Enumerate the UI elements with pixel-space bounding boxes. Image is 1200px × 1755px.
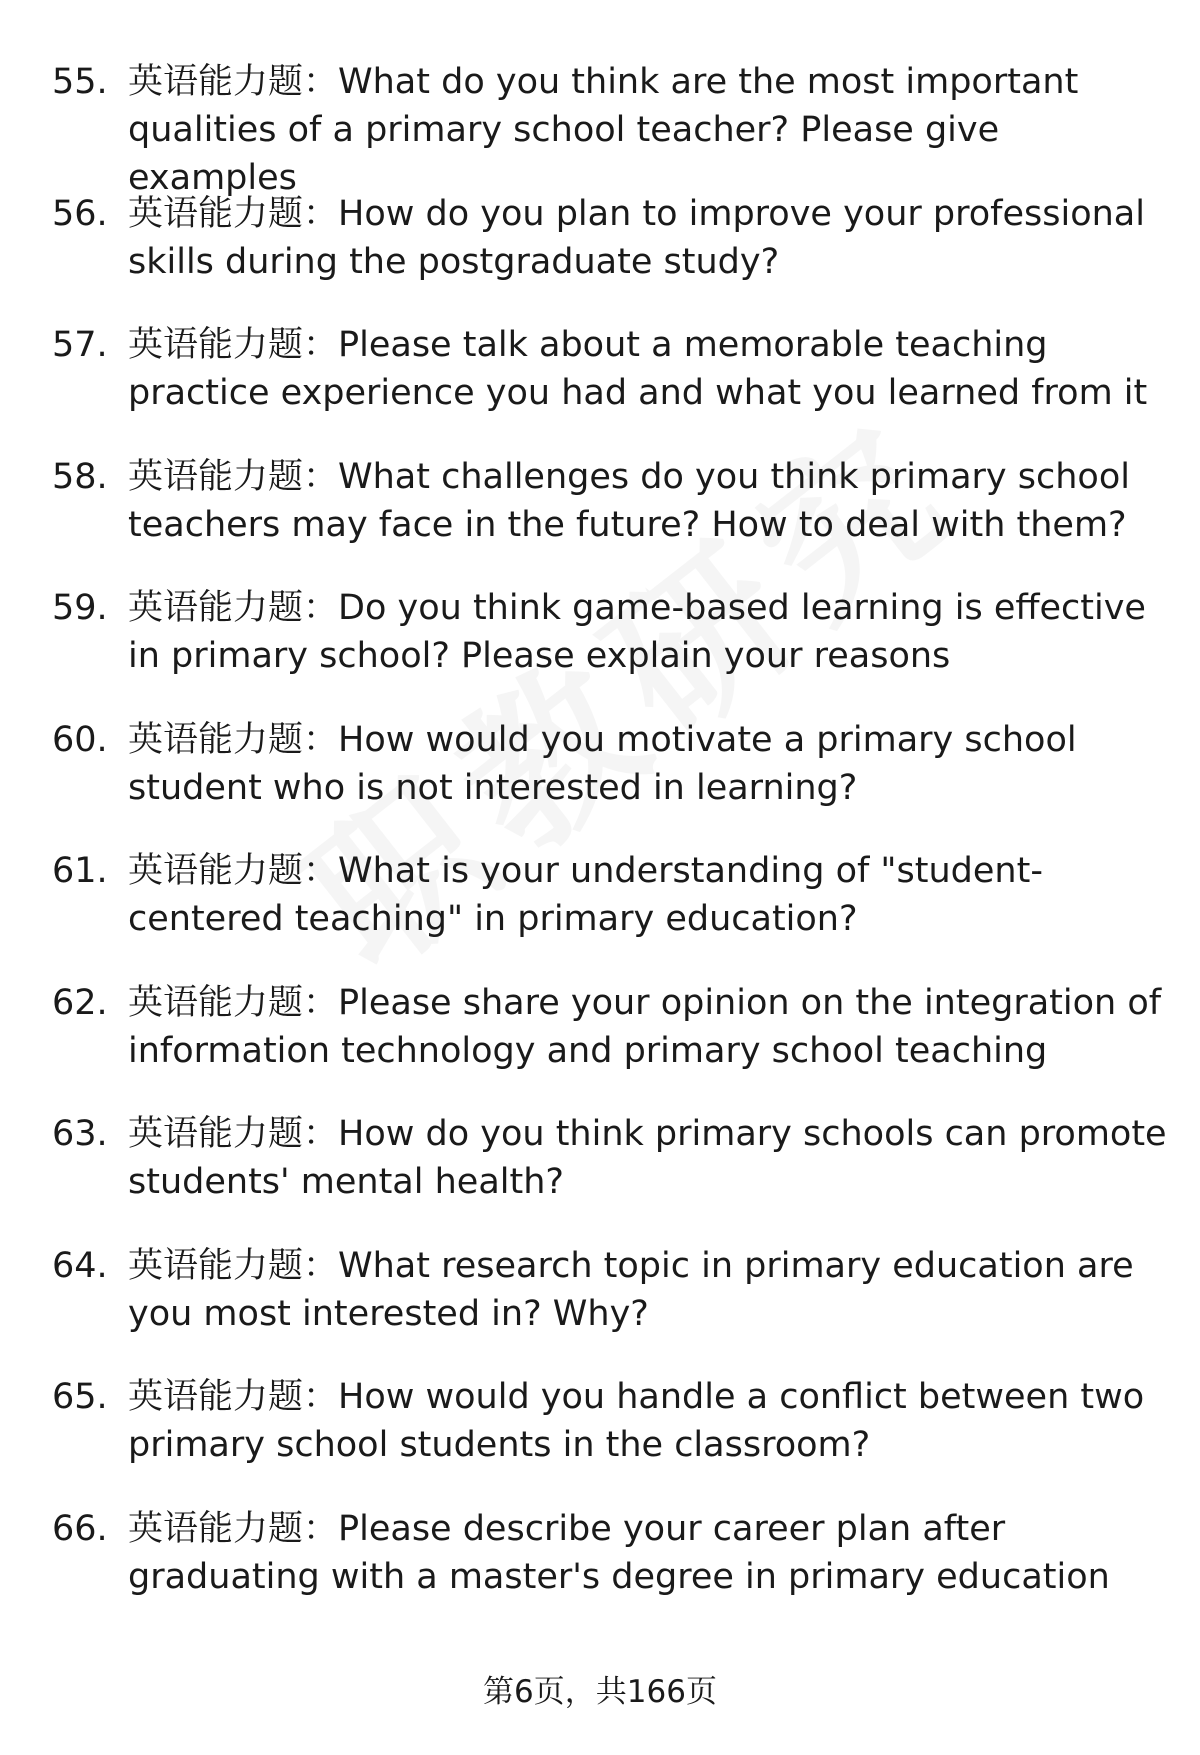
question-text: What is your understanding of "student-centered teaching" in primary education? [128, 851, 1043, 939]
question-prefix: 英语能力题： [128, 982, 339, 1023]
question-item [52, 979, 1167, 1111]
question-prefix: 英语能力题： [128, 193, 339, 234]
question-body [128, 584, 1167, 680]
question-number: 62. [52, 982, 108, 1023]
question-number: 59. [52, 588, 108, 628]
question-text: How would you handle a conflict between two primary school students in the classroom? [128, 1377, 1145, 1465]
question-item [52, 716, 1167, 848]
question-prefix: 英语能力题： [128, 588, 339, 628]
question-number: 57. [52, 325, 108, 365]
question-number: 65. [52, 1377, 108, 1417]
question-item [52, 1110, 1167, 1242]
question-item [52, 847, 1167, 979]
question-number: 64. [52, 1245, 108, 1286]
question-number: 58. [52, 456, 108, 497]
question-text: What research topic in primary education are you most interested in? Why? [128, 1245, 1134, 1334]
question-body [128, 190, 1167, 286]
question-body [128, 1505, 1167, 1601]
question-prefix: 英语能力题： [128, 1377, 339, 1417]
question-item [52, 190, 1167, 322]
question-prefix: 英语能力题： [128, 851, 339, 891]
question-text: Please share your opinion on the integration of information technology and primary school teaching [128, 982, 1162, 1071]
question-prefix: 英语能力题： [128, 456, 339, 497]
question-prefix: 英语能力题： [128, 1114, 339, 1154]
question-body [128, 1373, 1167, 1469]
question-body [128, 979, 1167, 1075]
question-item [52, 58, 1167, 198]
question-prefix: 英语能力题： [128, 1508, 339, 1549]
question-prefix: 英语能力题： [128, 719, 339, 760]
question-text: How would you motivate a primary school student who is not interested in learning? [128, 719, 1077, 808]
question-prefix: 英语能力题： [128, 62, 339, 102]
question-body [128, 453, 1167, 549]
question-item [52, 1505, 1167, 1637]
question-body [128, 321, 1167, 417]
question-body [128, 847, 1167, 943]
question-body [128, 58, 1167, 202]
question-body [128, 1242, 1167, 1338]
question-number: 63. [52, 1114, 108, 1154]
page-footer: 第6页，共166页 [483, 1674, 717, 1710]
question-text: How do you think primary schools can promote students' mental health? [128, 1114, 1167, 1202]
question-item [52, 453, 1167, 585]
question-prefix: 英语能力题： [128, 1245, 339, 1286]
question-prefix: 英语能力题： [128, 325, 339, 365]
question-text: How do you plan to improve your professional skills during the postgraduate study? [128, 193, 1145, 282]
question-text: Do you think game-based learning is effective in primary school? Please explain your reasons [128, 588, 1146, 676]
question-item [52, 321, 1167, 453]
question-text: Please describe your career plan after graduating with a master's degree in primary education [128, 1508, 1110, 1597]
question-body [128, 716, 1167, 812]
question-text: Please talk about a memorable teaching practice experience you had and what you learned from it [128, 325, 1148, 413]
question-list [52, 58, 1167, 1636]
question-number: 61. [52, 851, 108, 891]
question-text: What challenges do you think primary school teachers may face in the future? How to deal with them? [128, 456, 1130, 545]
question-number: 55. [52, 62, 108, 102]
question-body [128, 1110, 1167, 1206]
question-number: 60. [52, 719, 108, 760]
question-item [52, 1373, 1167, 1505]
question-number: 56. [52, 193, 108, 234]
question-text: What do you think are the most important qualities of a primary school teacher? Please give examples [128, 62, 1079, 198]
question-item [52, 1242, 1167, 1374]
question-number: 66. [52, 1508, 108, 1549]
question-item [52, 584, 1167, 716]
